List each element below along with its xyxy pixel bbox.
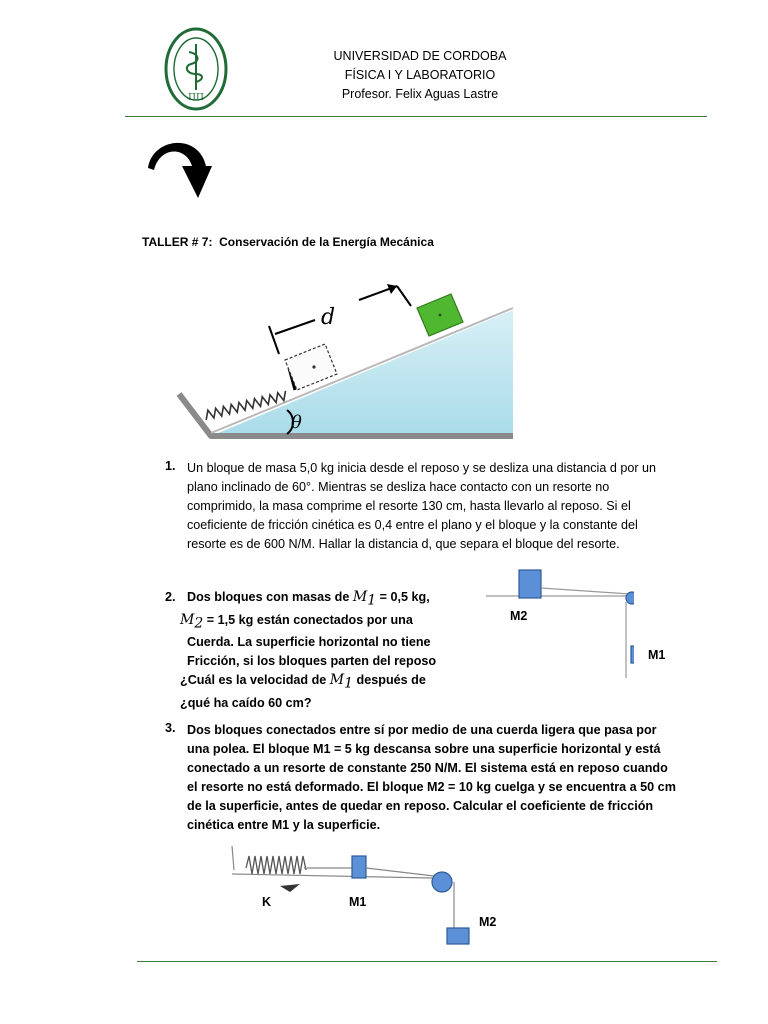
problem-3-line: Dos bloques conectados entre sí por medio de una cuerda ligera que pasa por (187, 723, 657, 737)
problem-2-line3: Cuerda. La superficie horizontal no tiene (187, 635, 431, 650)
problem-1-line: comprimido, la masa comprime el resorte 130 cm, hasta llevarlo al reposo. Si el (187, 499, 631, 513)
curved-arrow-down-icon (142, 132, 234, 206)
figure-2-pulley (484, 566, 634, 681)
angle-label: θ (291, 412, 302, 433)
figure-3-label-k: K (262, 895, 272, 909)
problem-3-line: de la superficie, antes de quedar en reposo. Calcular el coeficiente de fricción (187, 799, 654, 813)
block-m1 (352, 856, 366, 878)
figure-3-label-m1: M1 (349, 895, 367, 909)
university-seal-icon (160, 24, 232, 114)
block-m1 (631, 646, 634, 663)
figure-2-label-m2: M2 (510, 609, 528, 623)
problem-1-line: Un bloque de masa 5,0 kg inicia desde el reposo y se desliza una distancia d por un (187, 461, 657, 475)
header (300, 47, 540, 104)
problem-3-line: conectado a un resorte de constante 250 N/M. El sistema está en reposo cuando (187, 761, 668, 775)
block-m2 (519, 570, 541, 598)
problem-3-line: el resorte no está deformado. El bloque M2 = 10 kg cuelga y se encuentra a 50 cm (187, 780, 676, 794)
pulley (432, 872, 452, 892)
m2-symbol: M (180, 611, 195, 628)
problem-2-line6: ¿qué ha caído 60 cm? (180, 695, 312, 710)
m1-subscript-b: 1 (344, 675, 354, 692)
problem-1-line: plano inclinado de 60°. Mientras se desliza hace contacto con un resorte no (187, 480, 610, 494)
problem-2-text-a: Dos bloques con masas de (187, 590, 353, 604)
problem-3-text (187, 721, 707, 835)
problem-2-text-d: ¿Cuál es la velocidad de (180, 673, 330, 688)
pulley (626, 592, 634, 604)
professor-name: Profesor. Felix Aguas Lastre (341, 87, 499, 101)
problem-3-number: 3. (165, 721, 176, 735)
distance-label: d (321, 305, 336, 330)
footer-rule (137, 961, 717, 962)
header-rule (125, 116, 707, 117)
problem-1-line: coeficiente de fricción cinética es 0,4 entre el plano y el bloque y la constante del (187, 518, 638, 532)
problem-3-line: cinética entre M1 y la superficie. (187, 818, 381, 832)
m1-subscript: 1 (367, 592, 377, 609)
svg-text:ΠΠ: ΠΠ (188, 93, 204, 103)
problem-2-number: 2. (165, 590, 176, 604)
problem-2-line4: Fricción, si los bloques parten del reposo (187, 654, 437, 669)
university-name: UNIVERSIDAD DE CORDOBA (333, 49, 507, 63)
course-name: FÍSICA I Y LABORATORIO (344, 68, 496, 82)
problem-3-line: una polea. El bloque M1 = 5 kg descansa sobre una superficie horizontal y está (187, 742, 661, 756)
m2-subscript: 2 (194, 615, 204, 632)
problem-1-number: 1. (165, 459, 176, 473)
problem-2-text (180, 588, 460, 713)
page-title: TALLER # 7: Conservación de la Energía Mecánica (142, 235, 434, 249)
problem-1-text (187, 459, 707, 554)
block-m2 (447, 928, 469, 944)
problem-2-text-b: = 0,5 kg, (376, 590, 430, 604)
figure-3-label-m2: M2 (479, 915, 497, 929)
m1-symbol-b: M (329, 672, 345, 689)
problem-1-line: resorte es de 600 N/M. Hallar la distancia d, que separa el bloque del resorte. (187, 537, 620, 551)
m1-symbol: M (352, 589, 368, 605)
figure-2-label-m1: M1 (648, 648, 666, 662)
figure-inclined-plane (175, 282, 520, 442)
problem-2-text-c: = 1,5 kg están conectados por una (203, 612, 413, 627)
problem-2-text-e: después de (353, 673, 426, 688)
